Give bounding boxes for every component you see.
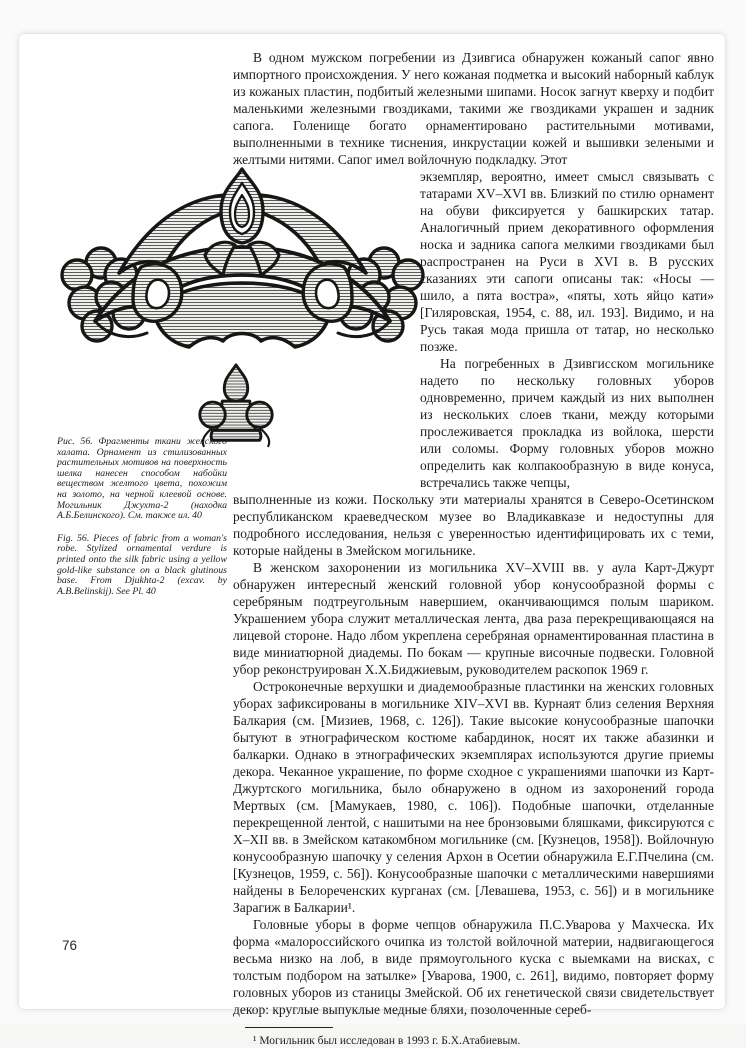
narrow-column-beside-figure — [420, 168, 714, 491]
figure-caption-english: Fig. 56. Pieces of fabric from a woman's robe. Stylized ornamental verdure is printed onto the silk fabric using a yellow gold-like substance on a black glutinous base. From Djukhta-2 (excav. by A.B.Belinskij). See Pl. 40 — [57, 532, 227, 597]
paragraph-2-continuation: выполненные из кожи. Поскольку эти материалы хранятся в Северо-Осетинском республиканском краеведческом музее во Владикавказе и недоступны для подробного исследования, нельзя с уверенностью идентифицировать их с теми, которые найдены в Змейском могильнике. — [233, 492, 714, 558]
page-number: 76 — [62, 938, 78, 953]
paragraph-3: В женском захоронении из могильника XV–XVIII вв. у аула Карт-Джурт обнаружен интересный женский головной убор конусообразной формы с серебряным подтреугольным навершием, оканчивающимся полым шариком. Украшением убора служит металлическая лента, два раза перекрещивающаяся на лицевой стороне. Надо лбом укреплена серебряная орнаментированная пластина в виде миниатюрной диадемы. По бокам — крупные височные подвески. Головной убор реконструирован Х.Х.Биджиевым, руководителем раскопок 1969 г. — [233, 560, 714, 677]
body-text-column — [233, 49, 714, 1048]
paragraph-2-start: На погребенных в Дзивгисском могильнике надето по нескольку головных уборов одновременно, причем каждый из них выполнен из нескольких слоев ткани, между которыми прослеживается прокладка из войлока, шерсти или соломы. Форму головных уборов можно определить как колпакообразную в виде конуса, встречались также чепцы, — [420, 356, 714, 490]
footnote-divider — [245, 1027, 333, 1028]
paragraph-4: Остроконечные верхушки и диадемообразные пластинки на женских головных уборах зафиксированы в могильнике XIV–XVI вв. Курнаят близ селения Верхняя Балкария (см. [Мизиев, 1968, с. 126]). Такие высокие конусообразные шапочки бытуют в этнографическом костюме кабардинок, носят их также абазинки и балкарки. Однако в этнографических экземплярах используются другие приемы декора. Чеканное украшение, по форме сходное с украшениями шапочки из Карт-Джуртского могильника, было обнаружено в одном из захоронений города Мертвых (см. [Мамукаев, 1980, с. 106]). Подобные шапочки, отделанные перекрещенной лентой, с нашитыми на нее бронзовыми бляшками, фиксируются с X–XII вв. в Змейском катакомбном могильнике (см. [Кузнецов, 1958]). Войлочную конусообразную шапочку у селения Архон в Осетии обнаружила Е.Г.Пчелина (см. [Кузнецов, 1959, с. 56]). Конусообразные шапочки с металлическими навершиями найдены в Белореченских курганах (см. [Левашева, 1953, с. 56]) и в могильнике Зарагиж в Балкарии¹. — [233, 679, 714, 915]
footnote-block — [233, 1027, 714, 1048]
figure-caption — [57, 437, 227, 597]
paragraph-1-full-width: В одном мужском погребении из Дзивгиса обнаружен кожаный сапог явно импортного происхождения. У него кожаная подметка и высокий наборный каблук из кожаных пластин, подбитый железными шипами. Носок загнут кверху и подбит маленькими железными гвоздиками, такими же гвоздиками украшен и задник сапога. Голенище богато орнаментировано растительными мотивами, выполненными в технике тиснения, инкрустации кожей и вышивки зелеными и желтыми нитями. Сапог имел войлочную подкладку. Этот — [233, 50, 714, 167]
figure-caption-russian: Рис. 56. Фрагменты ткани женского халата. Орнамент из стилизованных растительных мотивов на поверхность шелка нанесен способом набойки веществом желтого цвета, похожим на золото, на черной клеевой основе. Могильник Джухта-2 (находка А.Б.Белинского). См. также ил. 40 — [57, 436, 227, 522]
paragraph-5: Головные уборы в форме чепцов обнаружила П.С.Уварова у Махческа. Их форма «малороссийского очипка из толстой войлочной материи, надвигающегося весьма низко на лоб, в виде прямоугольного куска с выемками на висках, с толстым подбором на затылке» [Уварова, 1900, с. 261], видимо, повторяет форму головных уборов из станицы Змейской. Об их генетической связи свидетельствует декор: круглые выпуклые медные бляхи, позолоченные сереб- — [233, 917, 714, 1017]
footnote-text: ¹ Могильник был исследован в 1993 г. Б.Х.Атабиевым. — [253, 1035, 521, 1047]
paragraph-1-continuation: экземпляр, вероятно, имеет смысл связывать с татарами XV–XVI вв. Близкий по стилю орнамент на обуви фиксируется у башкирских татар. Аналогичный прием декоративного оформления носка и задника сапога мелкими гвоздиками был распространен на Руси в XVI в. В русских сказаниях эти сапоги описаны так: «Носы — шило, а пята востра», «пяты, хоть яйцо кати» [Гиляровская, 1954, с. 88, ил. 193]. Видимо, и на Русь такая мода пришла от татар, но несколько позже. — [420, 169, 714, 354]
